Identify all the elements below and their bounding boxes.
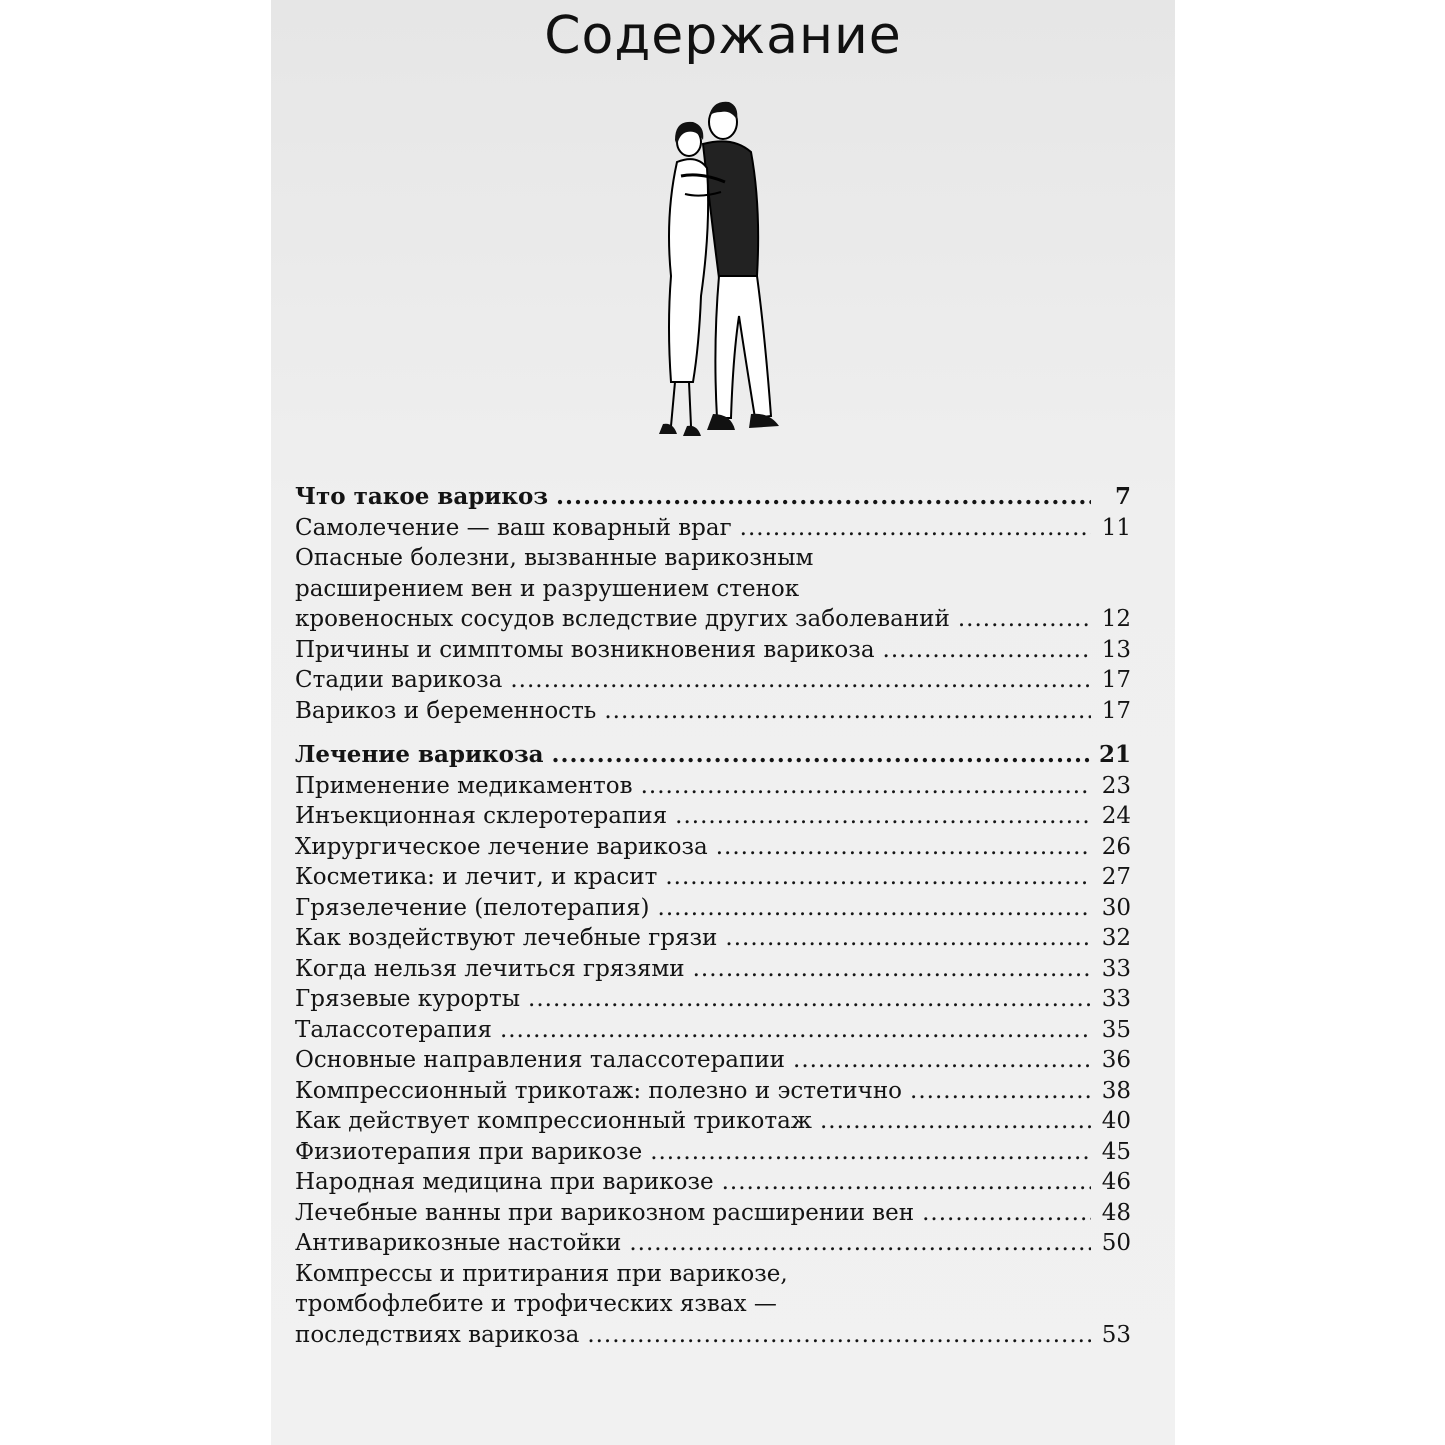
toc-entry-title: тромбофлебите и трофических язвах —	[295, 1291, 777, 1317]
toc-page-number: 35	[1101, 1016, 1131, 1043]
toc-entry	[295, 1137, 1131, 1168]
toc-page-number: 27	[1101, 864, 1131, 890]
toc-entry	[295, 801, 1131, 832]
toc-entry	[295, 771, 1131, 802]
toc-entry	[295, 635, 1131, 666]
toc-leader-dots	[552, 740, 1091, 771]
toc-page-number: 36	[1101, 1047, 1131, 1073]
toc-leader-dots	[556, 482, 1091, 513]
toc-entry	[295, 984, 1131, 1015]
toc-page-number: 33	[1101, 986, 1131, 1012]
table-of-contents	[295, 482, 1131, 1350]
toc-entry-title: Применение медикаментов	[295, 772, 633, 799]
toc-page-number: 46	[1101, 1169, 1131, 1195]
toc-entry-title: последствиях варикоза	[295, 1321, 580, 1348]
toc-page-number: 26	[1101, 833, 1131, 860]
toc-leader-dots	[665, 862, 1091, 893]
toc-entry	[295, 740, 1131, 771]
toc-leader-dots	[883, 635, 1091, 666]
toc-entry-title: Основные направления талассотерапии	[295, 1047, 786, 1073]
toc-entry-title: Лечение варикоза	[295, 741, 544, 768]
toc-entry-title: Опасные болезни, вызванные варикозным	[295, 545, 814, 571]
toc-page-number: 13	[1101, 636, 1131, 663]
toc-leader-dots	[793, 1045, 1091, 1076]
toc-leader-dots	[629, 1228, 1091, 1259]
toc-entry	[295, 832, 1131, 863]
toc-entry-title: Варикоз и беременность	[295, 697, 597, 724]
toc-page-number: 21	[1098, 741, 1131, 768]
dancing-couple-illustration	[641, 96, 781, 448]
toc-entry	[295, 923, 1131, 954]
toc-leader-dots	[604, 696, 1091, 727]
toc-leader-dots	[958, 604, 1091, 635]
toc-entry-title: Компрессионный трикотаж: полезно и эстетично	[295, 1077, 903, 1104]
toc-page-number: 30	[1101, 894, 1131, 921]
toc-page-number: 33	[1101, 955, 1131, 982]
toc-page-number: 45	[1101, 1138, 1131, 1165]
toc-entry-title: Хирургическое лечение варикоза	[295, 833, 708, 860]
toc-leader-dots	[641, 771, 1091, 802]
toc-entry	[295, 893, 1131, 924]
toc-entry-title: кровеносных сосудов вследствие других заболеваний	[295, 606, 950, 632]
toc-entry	[295, 1106, 1131, 1137]
toc-entry-title: Причины и симптомы возникновения варикоза	[295, 636, 875, 663]
toc-page-number: 32	[1101, 925, 1131, 951]
toc-entry	[295, 1015, 1131, 1046]
toc-entry-title: Антиварикозные настойки	[295, 1230, 622, 1256]
toc-leader-dots	[820, 1106, 1091, 1137]
toc-entry-title: Как воздействуют лечебные грязи	[295, 925, 718, 951]
toc-entry-title: Талассотерапия	[295, 1016, 492, 1043]
toc-entry	[295, 862, 1131, 893]
toc-leader-dots	[658, 893, 1091, 924]
toc-entry-title: Лечебные ванны при варикозном расширении вен	[295, 1199, 915, 1226]
toc-page-number: 17	[1101, 667, 1131, 693]
toc-page-number: 53	[1101, 1321, 1131, 1348]
page-title: Содержание	[544, 6, 902, 66]
toc-page-number: 50	[1101, 1230, 1131, 1256]
toc-entry	[295, 954, 1131, 985]
toc-entry	[295, 543, 1131, 635]
toc-entry-title: Физиотерапия при варикозе	[295, 1138, 643, 1165]
toc-entry	[295, 482, 1131, 513]
toc-entry-title: Что такое варикоз	[295, 483, 548, 510]
toc-leader-dots	[716, 832, 1091, 863]
toc-leader-dots	[740, 513, 1091, 544]
toc-entry-title: Когда нельзя лечиться грязями	[295, 955, 685, 982]
toc-page-number: 40	[1101, 1108, 1131, 1134]
toc-entry	[295, 1167, 1131, 1198]
toc-leader-dots	[910, 1076, 1091, 1107]
toc-page-number: 12	[1101, 606, 1131, 632]
toc-entry	[295, 1259, 1131, 1351]
toc-entry-title: Самолечение — ваш коварный враг	[295, 514, 732, 541]
toc-entry	[295, 1076, 1131, 1107]
toc-page-number: 48	[1101, 1199, 1131, 1226]
toc-entry-title: Народная медицина при варикозе	[295, 1169, 714, 1195]
toc-page-number: 7	[1114, 483, 1131, 510]
toc-leader-dots	[922, 1198, 1091, 1229]
toc-page-number: 23	[1101, 772, 1131, 799]
toc-entry	[295, 1228, 1131, 1259]
toc-entry	[295, 1045, 1131, 1076]
toc-entry-title: расширением вен и разрушением стенок	[295, 575, 800, 602]
toc-page-number: 38	[1101, 1077, 1131, 1104]
toc-entry	[295, 665, 1131, 696]
toc-entry	[295, 696, 1131, 727]
toc-entry	[295, 1198, 1131, 1229]
toc-entry-title: Инъекционная склеротерапия	[295, 803, 668, 829]
toc-leader-dots	[693, 954, 1091, 985]
toc-entry-title: Косметика: и лечит, и красит	[295, 864, 658, 890]
toc-entry-title: Как действует компрессионный трикотаж	[295, 1108, 812, 1134]
toc-leader-dots	[722, 1167, 1091, 1198]
toc-entry-title: Грязелечение (пелотерапия)	[295, 894, 650, 921]
book-page	[271, 0, 1175, 1445]
toc-leader-dots	[675, 801, 1091, 832]
toc-entry	[295, 513, 1131, 544]
toc-page-number: 11	[1101, 514, 1131, 541]
toc-leader-dots	[528, 984, 1091, 1015]
toc-leader-dots	[587, 1320, 1091, 1351]
toc-leader-dots	[510, 665, 1091, 696]
toc-leader-dots	[650, 1137, 1091, 1168]
toc-entry-title: Стадии варикоза	[295, 667, 503, 693]
toc-leader-dots	[725, 923, 1091, 954]
toc-page-number: 17	[1101, 697, 1131, 724]
toc-leader-dots	[500, 1015, 1091, 1046]
toc-entry-title: Компрессы и притирания при варикозе,	[295, 1260, 788, 1287]
toc-entry-title: Грязевые курорты	[295, 986, 521, 1012]
toc-page-number: 24	[1101, 803, 1131, 829]
